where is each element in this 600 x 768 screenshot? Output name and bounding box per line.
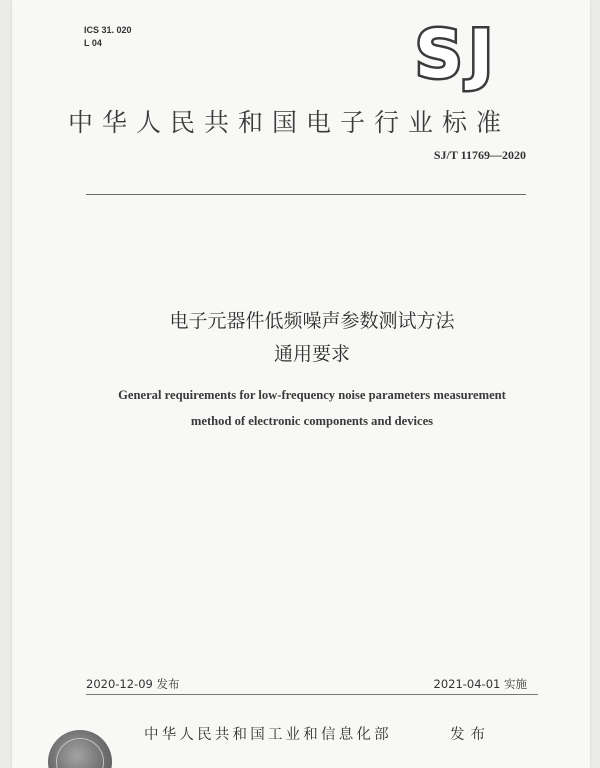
issued-label: 发布 — [450, 727, 491, 743]
implementation-date: 2021-04-01 实施 — [433, 677, 527, 691]
chinese-title-line-2: 通用要求 — [273, 343, 350, 365]
standard-number: SJ/T 11769—2020 — [433, 148, 526, 162]
header-divider — [86, 194, 526, 195]
issuing-authority: 中华人民共和国工业和信息化部 — [144, 727, 392, 743]
chinese-title-line-1: 电子元器件低频噪声参数测试方法 — [169, 310, 455, 332]
official-seal-icon — [48, 730, 112, 768]
english-title-line-2: method of electronic components and devices — [190, 414, 434, 428]
english-title-line-1: General requirements for low-frequency noise parameters measurement — [118, 388, 506, 402]
standard-cover-page — [12, 0, 590, 768]
sj-logo: SJ — [414, 16, 500, 93]
industry-standard-title: 中华人民共和国电子行业标准 — [68, 108, 511, 137]
classification-codes — [84, 24, 132, 50]
issue-date: 2020-12-09 发布 — [86, 677, 180, 691]
ics-code: ICS 31. 020 — [84, 25, 132, 35]
ccs-code: L 04 — [84, 38, 102, 48]
footer-divider — [86, 694, 538, 695]
